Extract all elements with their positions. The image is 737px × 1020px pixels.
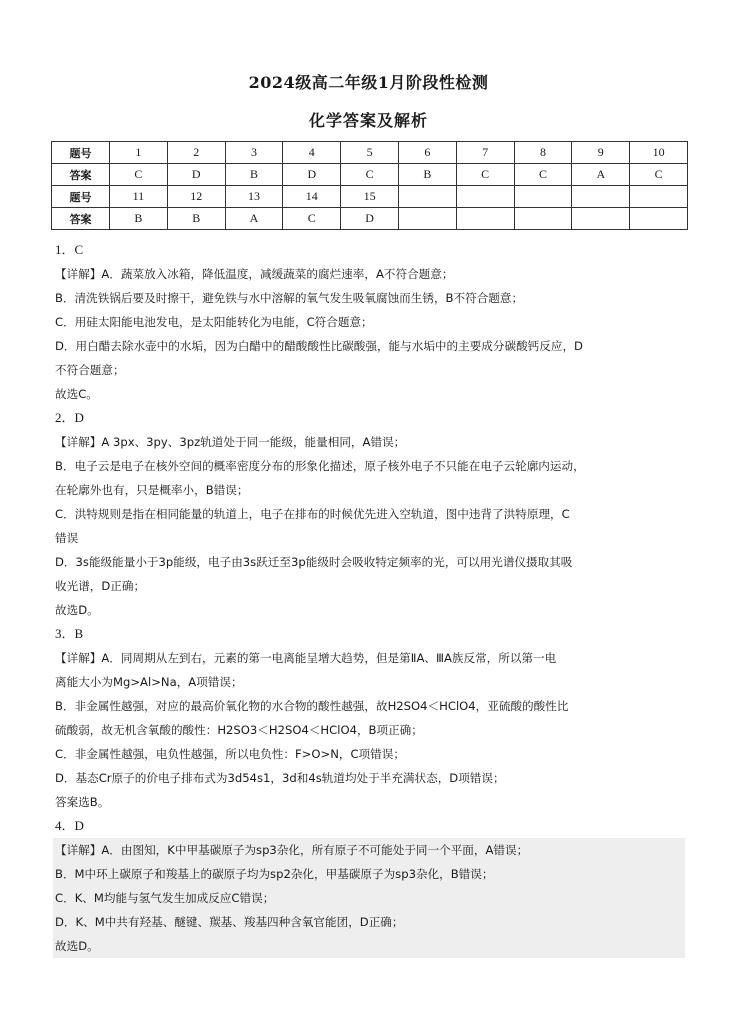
question-4-line: 故选D。 <box>55 939 99 953</box>
row-label-cell: 题号 <box>52 186 110 208</box>
answer-table-row <box>52 164 688 186</box>
answer-table-row <box>52 186 688 208</box>
question-2-line: D．3s能级能量小于3p能级，电子由3s跃迁至3p能级时会吸收特定频率的光，可以用光谱仪摄取其吸 <box>55 555 573 569</box>
row-label-cell: 答案 <box>52 208 110 230</box>
question-number-cell: 11 <box>110 186 168 208</box>
question-3-line: B．非金属性越强，对应的最高价氧化物的水合物的酸性越强，故H2SO4＜HClO4，亚硫酸的酸性比 <box>55 699 569 713</box>
question-number-cell <box>514 186 572 208</box>
answer-cell: C <box>456 164 514 186</box>
answer-cell: B <box>225 164 283 186</box>
question-2-line: 收光谱，D正确； <box>55 579 146 593</box>
question-number-cell: 3 <box>225 142 283 164</box>
question-2-number: 2．D <box>55 410 84 425</box>
answer-cell: C <box>514 164 572 186</box>
answer-cell: A <box>572 164 630 186</box>
question-number-cell: 7 <box>456 142 514 164</box>
question-4-line: B．M中环上碳原子和羧基上的碳原子均为sp2杂化，甲基碳原子为sp3杂化，B错误； <box>55 867 494 881</box>
question-2-line: B．电子云是电子在核外空间的概率密度分布的形象化描述，原子核外电子不只能在电子云轮廓内运动， <box>55 459 585 473</box>
question-1-line: 不符合题意； <box>55 363 125 377</box>
question-2-line: 【详解】A 3px、3py、3pz轨道处于同一能级，能量相同，A错误； <box>55 435 406 449</box>
answer-cell <box>630 208 688 230</box>
question-3-line: 【详解】A．同周期从左到右，元素的第一电离能呈增大趋势，但是第ⅡA、ⅢA族反常，所以第一电 <box>55 651 557 665</box>
question-1-line: D．用白醋去除水壶中的水垢，因为白醋中的醋酸酸性比碳酸强，能与水垢中的主要成分碳酸钙反应，D <box>55 339 583 353</box>
answer-cell <box>456 208 514 230</box>
answer-cell: B <box>110 208 168 230</box>
question-1-line: 【详解】A．蔬菜放入冰箱，降低温度，减缓蔬菜的腐烂速率，A不符合题意； <box>55 267 454 281</box>
question-number-cell: 4 <box>283 142 341 164</box>
row-label-cell: 答案 <box>52 164 110 186</box>
question-4-line: D．K、M中共有羟基、醚键、羰基、羧基四种含氧官能团，D正确； <box>55 915 404 929</box>
question-1-number: 1．C <box>55 242 84 257</box>
question-number-cell: 6 <box>398 142 456 164</box>
question-3-number: 3．B <box>55 626 84 641</box>
question-3-line: D．基态Cr原子的价电子排布式为3d54s1，3d和4s轨道均处于半充满状态，D项错误； <box>55 771 505 785</box>
answer-cell <box>514 208 572 230</box>
question-number-cell <box>572 186 630 208</box>
question-number-cell: 13 <box>225 186 283 208</box>
question-number-cell: 10 <box>630 142 688 164</box>
answer-cell <box>572 208 630 230</box>
question-2-line: 故选D。 <box>55 603 99 617</box>
question-number-cell <box>398 186 456 208</box>
answer-table-row <box>52 208 688 230</box>
question-2-line: 在轮廓外也有，只是概率小，B错误； <box>55 483 249 497</box>
answer-cell: A <box>225 208 283 230</box>
answer-cell: C <box>630 164 688 186</box>
exam-subtitle: 化学答案及解析 <box>308 111 428 130</box>
solutions-body <box>55 238 687 958</box>
question-number-cell: 12 <box>167 186 225 208</box>
question-3-line: 硫酸弱，故无机含氧酸的酸性：H2SO3＜H2SO4＜HClO4，B项正确； <box>55 723 423 737</box>
answer-cell: C <box>341 164 399 186</box>
question-number-cell <box>630 186 688 208</box>
question-1-line: C．用硅太阳能电池发电，是太阳能转化为电能，C符合题意； <box>55 315 373 329</box>
question-3-line: 离能大小为Mg>Al>Na，A项错误； <box>55 675 243 689</box>
exam-title: 2024级高二年级1月阶段性检测 <box>248 73 489 92</box>
row-label-cell: 题号 <box>52 142 110 164</box>
question-number-cell: 9 <box>572 142 630 164</box>
answer-table-row <box>52 142 688 164</box>
answer-cell: D <box>167 164 225 186</box>
question-number-cell: 2 <box>167 142 225 164</box>
question-3-line: 答案选B。 <box>55 795 110 809</box>
answer-table <box>51 141 688 230</box>
question-number-cell: 1 <box>110 142 168 164</box>
answer-cell: B <box>167 208 225 230</box>
question-number-cell: 8 <box>514 142 572 164</box>
answer-cell <box>398 208 456 230</box>
answer-cell: B <box>398 164 456 186</box>
answer-cell: D <box>341 208 399 230</box>
question-number-cell: 14 <box>283 186 341 208</box>
answer-cell: C <box>110 164 168 186</box>
question-1-line: 故选C。 <box>55 387 98 401</box>
question-number-cell: 5 <box>341 142 399 164</box>
question-4-number: 4．D <box>55 818 84 833</box>
question-4-line: 【详解】A．由图知，K中甲基碳原子为sp3杂化，所有原子不可能处于同一个平面，A错误； <box>55 843 529 857</box>
answer-cell: D <box>283 164 341 186</box>
question-1-line: B．清洗铁锅后要及时擦干，避免铁与水中溶解的氧气发生吸氧腐蚀而生锈，B不符合题意； <box>55 291 524 305</box>
question-2-line: 错误 <box>55 531 79 545</box>
question-number-cell: 15 <box>341 186 399 208</box>
question-2-line: C．洪特规则是指在相同能量的轨道上，电子在排布的时候优先进入空轨道，图中违背了洪特原理，C <box>55 507 570 521</box>
question-4-shaded-block <box>53 838 685 958</box>
question-3-line: C．非金属性越强，电负性越强，所以电负性：F>O>N，C项错误； <box>55 747 405 761</box>
answer-cell: C <box>283 208 341 230</box>
question-number-cell <box>456 186 514 208</box>
question-4-line: C．K、M均能与氢气发生加成反应C错误； <box>55 891 275 905</box>
